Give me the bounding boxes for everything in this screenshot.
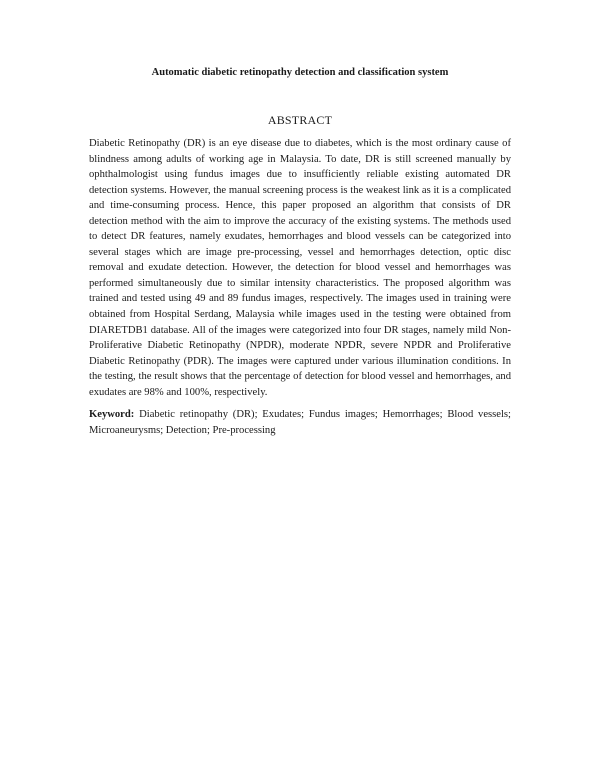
paper-title: Automatic diabetic retinopathy detection and classification system <box>151 67 449 78</box>
abstract-body: Diabetic Retinopathy (DR) is an eye disease due to diabetes, which is the most ordinary cause of blindness among adults of working age in Malaysia. To date, DR is still screened manually by ophthalmologist using fundus images due to insufficiently reliable existing automated DR detection systems. However, the manual screening process is the weakest link as it is a complicated and time-consuming process. Hence, this paper proposed an algorithm that consists of DR detection method with the aim to improve the accuracy of the existing systems. The methods used to detect DR features, namely exudates, hemorrhages and blood vessels can be categorized into several stages which are image pre-processing, vessel and hemorrhages detection, optic disc removal and exudate detection. However, the detection for blood vessel and hemorrhages was performed simultaneously due to similar intensity characteristics. The proposed algorithm was trained and tested using 49 and 89 fundus images, respectively. The images used in training were obtained from Hospital Serdang, Malaysia while images used in the testing were obtained from DIARETDB1 database. All of the images were categorized into four DR stages, namely mild Non-Proliferative Diabetic Retinopathy (NPDR), moderate NPDR, severe NPDR and Proliferative Diabetic Retinopathy (PDR). The images were captured under various illumination conditions. In the testing, the result shows that the percentage of detection for blood vessel and hemorrhages, and exudates are 98% and 100%, respectively. <box>89 138 511 398</box>
keywords-text: Diabetic retinopathy (DR); Exudates; Fundus images; Hemorrhages; Blood vessels; Microaneurysms; Detection; Pre-processing <box>89 409 512 436</box>
keywords-label: Keyword: <box>89 409 135 420</box>
abstract-heading: ABSTRACT <box>267 113 333 127</box>
keywords-paragraph <box>89 407 511 438</box>
